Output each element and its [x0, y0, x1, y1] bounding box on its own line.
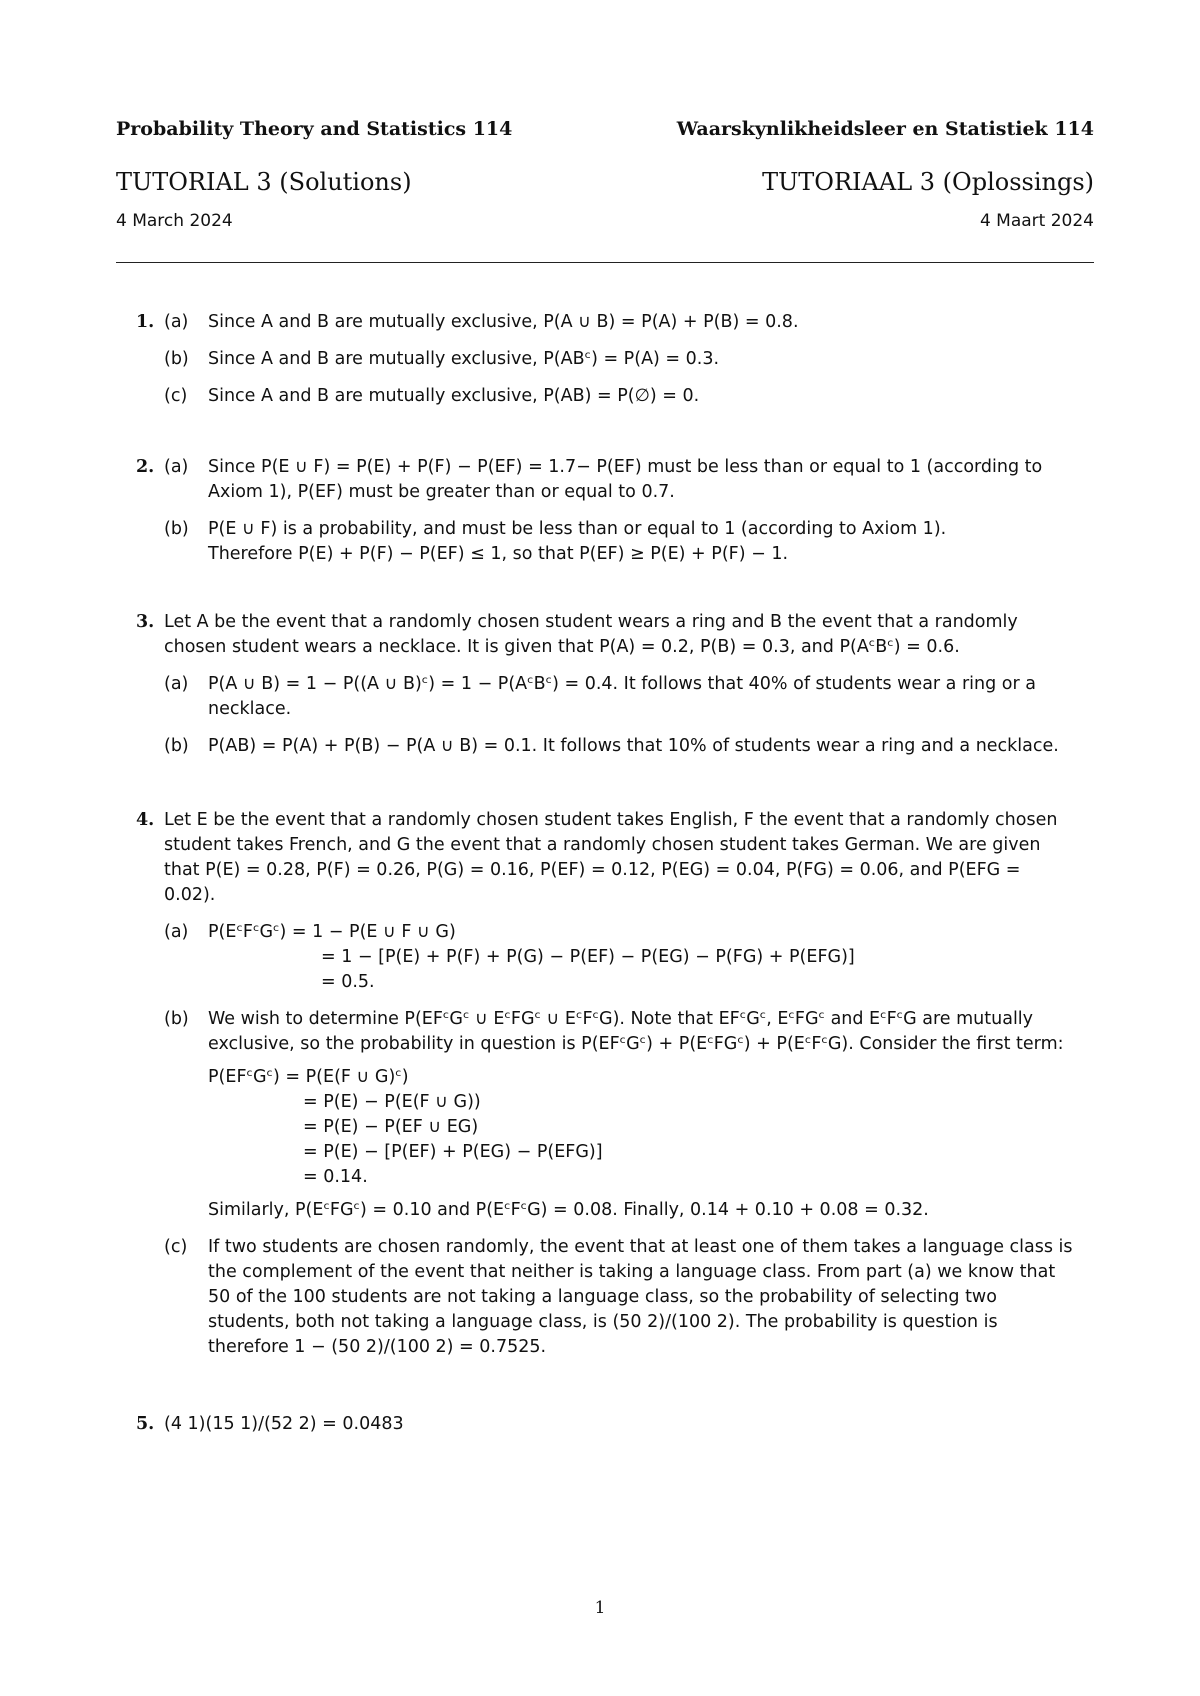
course-header: [116, 118, 1094, 140]
equation-line: = P(E) − P(E(F ∪ G)): [303, 1092, 481, 1112]
question-1a: [164, 310, 1076, 335]
equation-line: = P(E) − [P(EF) + P(EG) − P(EFG)]: [303, 1142, 603, 1162]
tutorial-title-english: TUTORIAL 3 (Solutions): [116, 168, 412, 196]
part-text: If two students are chosen randomly, the event that at least one of them takes a language class is the complement of the event that neither is taking a language class. From part (a) we know that 50 of the 100 students are not taking a language class, so the probability of selecting two students, both not taking a language class, is (50 2)/(100 2). The probability is question is therefore 1 − (50 2)/(100 2) = 0.7525.: [208, 1237, 1073, 1357]
part-label: (b): [164, 1009, 189, 1029]
part-label: (a): [164, 674, 189, 694]
question-3: [136, 610, 1076, 759]
equation-line: P(EFᶜGᶜ) = P(E(F ∪ G)ᶜ): [208, 1067, 409, 1087]
question-4: [136, 808, 1076, 1360]
date-english: 4 March 2024: [116, 211, 233, 231]
question-2a: [164, 455, 1076, 505]
part-label: (a): [164, 312, 189, 332]
tutorial-title-afrikaans: TUTORIAAL 3 (Oplossings): [762, 168, 1094, 196]
question-number: 3.: [136, 612, 155, 632]
part-label: (a): [164, 457, 189, 477]
date-afrikaans: 4 Maart 2024: [979, 211, 1094, 231]
course-title-afrikaans: Waarskynlikheidsleer en Statistiek 114: [676, 118, 1094, 140]
part-label: (b): [164, 736, 189, 756]
question-5-answer: (4 1)(15 1)/(52 2) = 0.0483: [164, 1414, 404, 1434]
course-title-english: Probability Theory and Statistics 114: [116, 118, 513, 140]
part-label: (a): [164, 922, 189, 942]
question-4a: [164, 920, 1076, 995]
question-3-intro: Let A be the event that a randomly chosen student wears a ring and B the event that a randomly chosen student wears a necklace. It is given that P(A) = 0.2, P(B) = 0.3, and P(AᶜBᶜ) = 0.6.: [164, 612, 1018, 657]
question-5: [136, 1412, 1076, 1437]
date-header: [116, 211, 1094, 231]
part-label: (b): [164, 349, 189, 369]
part-text: Similarly, P(EᶜFGᶜ) = 0.10 and P(EᶜFᶜG) = 0.08. Finally, 0.14 + 0.10 + 0.08 = 0.32.: [208, 1200, 929, 1220]
header-divider: [116, 262, 1094, 263]
question-1c: [164, 384, 1076, 409]
equation-line: = 0.14.: [303, 1167, 368, 1187]
part-label: (b): [164, 519, 189, 539]
part-label: (c): [164, 1237, 188, 1257]
equation-line: = 0.5.: [321, 972, 375, 992]
part-text: Since A and B are mutually exclusive, P(A ∪ B) = P(A) + P(B) = 0.8.: [208, 312, 799, 332]
part-text: We wish to determine P(EFᶜGᶜ ∪ EᶜFGᶜ ∪ EᶜFᶜG). Note that EFᶜGᶜ, EᶜFGᶜ and EᶜFᶜG are mutually exclusive, so the probability in question is P(EFᶜGᶜ) + P(EᶜFGᶜ) + P(EᶜFᶜG). Consider the first term:: [208, 1009, 1064, 1054]
question-2b: [164, 517, 1076, 567]
equation-line: P(EᶜFᶜGᶜ) = 1 − P(E ∪ F ∪ G): [208, 922, 456, 942]
question-4-intro: Let E be the event that a randomly chosen student takes English, F the event that a randomly chosen student takes French, and G the event that a randomly chosen student takes German. We are given that P(E) = 0.28, P(F) = 0.26, P(G) = 0.16, P(EF) = 0.12, P(EG) = 0.04, P(FG) = 0.06, and P(EFG = 0.02).: [164, 810, 1058, 905]
question-number: 4.: [136, 810, 155, 830]
part-text: Therefore P(E) + P(F) − P(EF) ≤ 1, so that P(EF) ≥ P(E) + P(F) − 1.: [208, 544, 789, 564]
part-text: P(AB) = P(A) + P(B) − P(A ∪ B) = 0.1. It follows that 10% of students wear a ring and a necklace.: [208, 736, 1059, 756]
question-3b: [164, 734, 1076, 759]
part-text: Since P(E ∪ F) = P(E) + P(F) − P(EF) = 1.7− P(EF) must be less than or equal to 1 (according to Axiom 1), P(EF) must be greater than or equal to 0.7.: [208, 457, 1043, 502]
question-1: [136, 310, 1076, 409]
part-label: (c): [164, 386, 188, 406]
question-4b: [164, 1007, 1076, 1223]
equation-line: = 1 − [P(E) + P(F) + P(G) − P(EF) − P(EG) − P(FG) + P(EFG)]: [321, 947, 855, 967]
part-text: Since A and B are mutually exclusive, P(AB) = P(∅) = 0.: [208, 386, 700, 406]
question-3a: [164, 672, 1076, 722]
question-2: [136, 455, 1076, 567]
tutorial-header: [116, 168, 1094, 196]
question-number: 2.: [136, 457, 155, 477]
part-text: Since A and B are mutually exclusive, P(ABᶜ) = P(A) = 0.3.: [208, 349, 720, 369]
page-number: 1: [594, 1598, 606, 1618]
part-text: P(A ∪ B) = 1 − P((A ∪ B)ᶜ) = 1 − P(AᶜBᶜ) = 0.4. It follows that 40% of students wear a ring or a necklace.: [208, 674, 1036, 719]
equation-line: = P(E) − P(EF ∪ EG): [303, 1117, 479, 1137]
question-1b: [164, 347, 1076, 372]
question-4c: [164, 1235, 1076, 1360]
question-number: 1.: [136, 312, 155, 332]
question-number: 5.: [136, 1414, 155, 1434]
part-text: P(E ∪ F) is a probability, and must be less than or equal to 1 (according to Axiom 1).: [208, 519, 947, 539]
